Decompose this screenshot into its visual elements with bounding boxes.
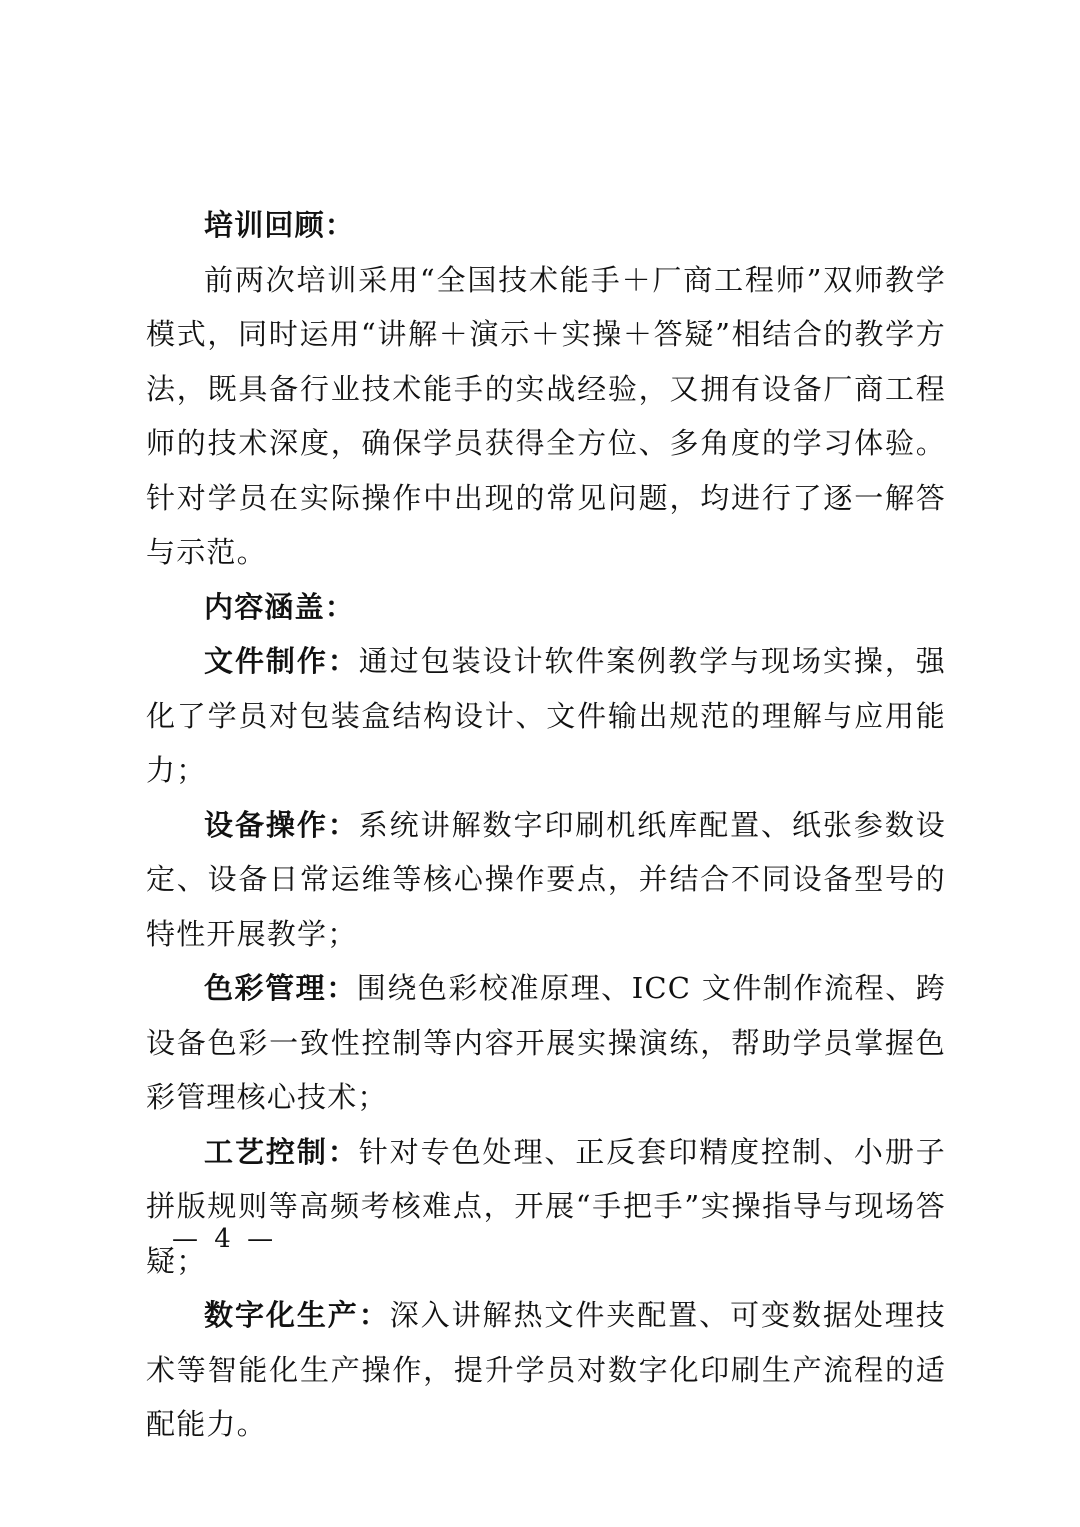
review-paragraph: 前两次培训采用“全国技术能手＋厂商工程师”双师教学模式，同时运用“讲解＋演示＋实操＋答疑”相结合的教学方法，既具备行业技术能手的实战经验，又拥有设备厂商工程师的技术深度，确保学员获得全方位、多角度的学习体验。针对学员在实际操作中出现的常见问题，均进行了逐一解答与示范。	[146, 262, 946, 569]
item-label: 数字化生产：	[204, 1298, 390, 1332]
content-item-color-management	[146, 961, 946, 1125]
content-item-equipment-operation	[146, 798, 946, 962]
content-item-file-making	[146, 634, 946, 798]
section-heading-review	[146, 198, 946, 253]
item-text: 深入讲解热文件夹配置、可变数据处理技术等智能化生产操作，提升学员对数字化印刷生产流程的适配能力。	[146, 1298, 946, 1441]
page-number: — 4 —	[172, 1224, 278, 1254]
content-item-process-control	[146, 1125, 946, 1289]
item-text: 围绕色彩校准原理、ICC 文件制作流程、跨设备色彩一致性控制等内容开展实操演练，帮助学员掌握色彩管理核心技术；	[146, 971, 946, 1114]
section-heading-content	[146, 580, 946, 635]
document-body	[146, 198, 946, 1452]
item-text: 通过包装设计软件案例教学与现场实操，强化了学员对包装盒结构设计、文件输出规范的理解与应用能力；	[146, 644, 946, 787]
heading-content: 内容涵盖：	[204, 589, 356, 624]
item-text: 系统讲解数字印刷机纸库配置、纸张参数设定、设备日常运维等核心操作要点，并结合不同设备型号的特性开展教学；	[146, 807, 946, 951]
content-item-digital-production	[146, 1288, 946, 1452]
heading-review: 培训回顾：	[204, 208, 356, 242]
item-text: 针对专色处理、正反套印精度控制、小册子拼版规则等高频考核难点，开展“手把手”实操指导与现场答疑；	[146, 1134, 946, 1278]
item-label: 工艺控制：	[204, 1134, 359, 1169]
item-label: 文件制作：	[204, 644, 359, 678]
item-label: 色彩管理：	[204, 971, 357, 1005]
item-label: 设备操作：	[204, 807, 359, 842]
